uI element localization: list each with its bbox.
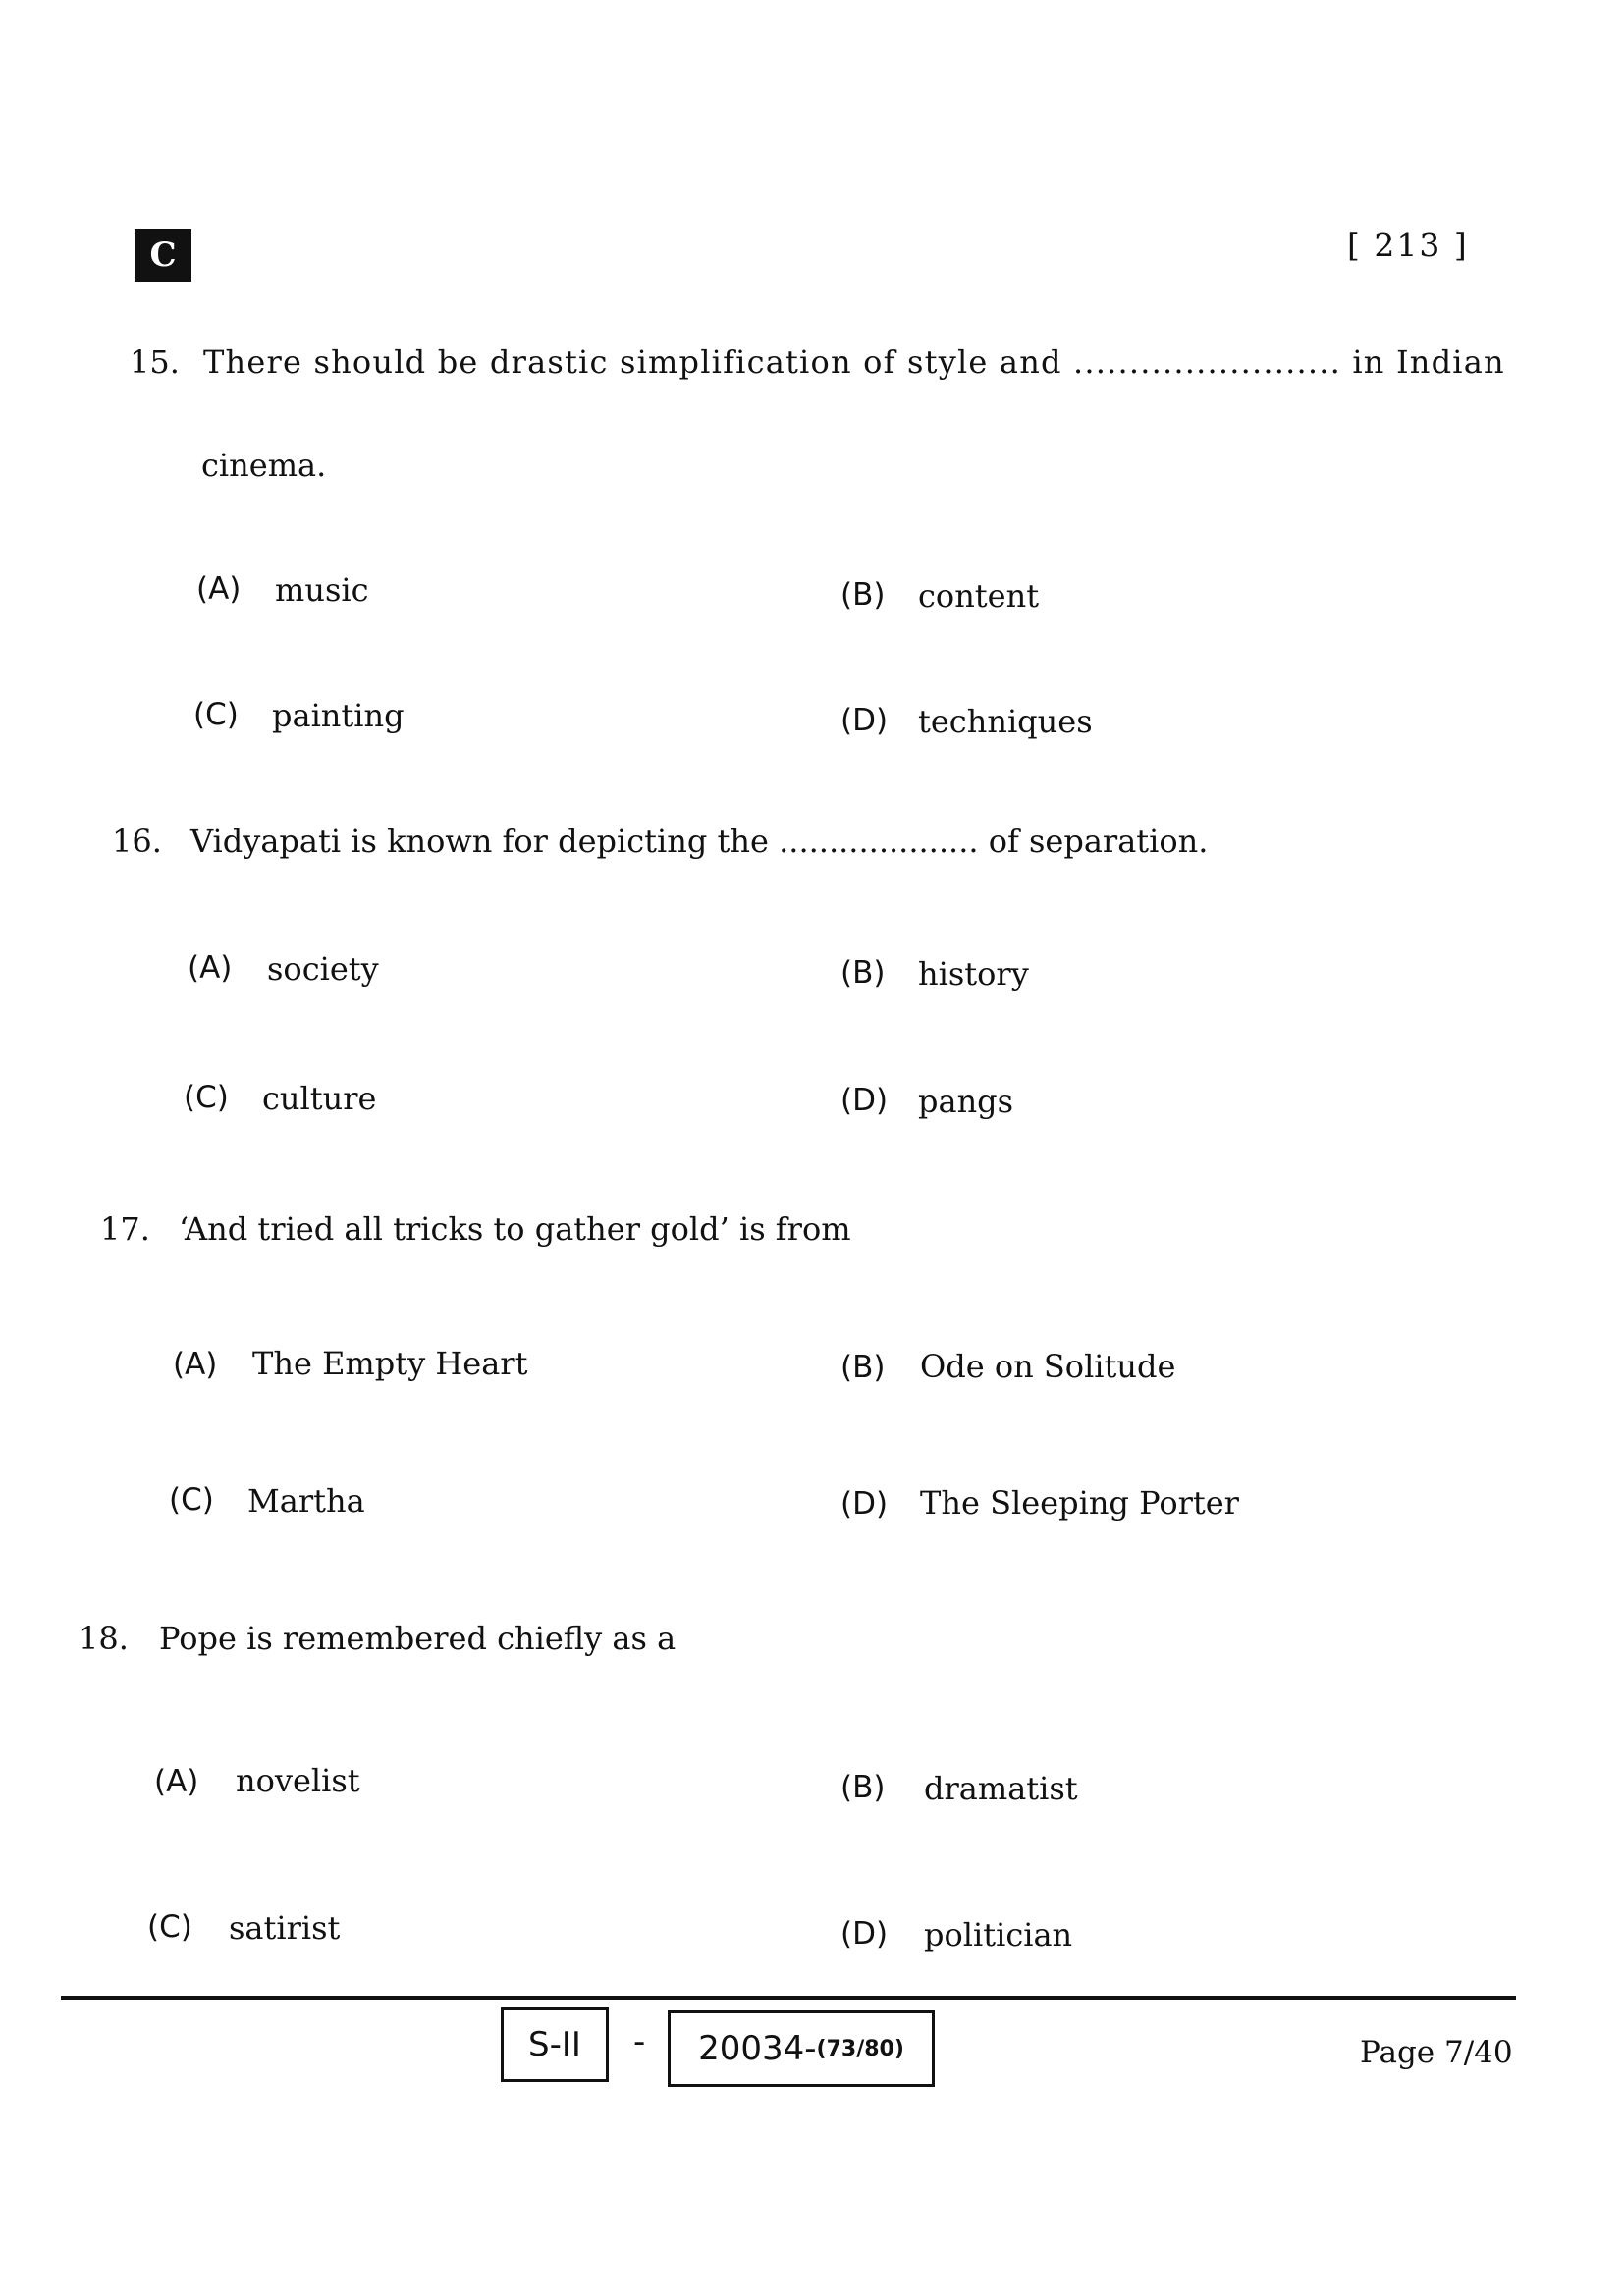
option-label: (D) <box>840 1486 889 1522</box>
option-c[interactable]: painting <box>272 697 405 734</box>
option-b[interactable]: history <box>918 955 1029 992</box>
option-label: (A) <box>154 1764 199 1799</box>
option-b[interactable]: content <box>918 577 1040 614</box>
set-badge: C <box>135 229 191 282</box>
option-c[interactable]: satirist <box>229 1909 341 1947</box>
option-c[interactable]: culture <box>262 1080 377 1117</box>
option-label: (C) <box>193 697 239 732</box>
question-number: 18. <box>79 1620 129 1657</box>
question-number: 17. <box>100 1210 150 1248</box>
paper-code: [ 213 ] <box>1347 226 1469 264</box>
series-box <box>501 2007 609 2082</box>
option-b[interactable]: Ode on Solitude <box>920 1348 1176 1385</box>
option-label: (B) <box>840 1770 886 1805</box>
option-label: (B) <box>840 955 886 990</box>
option-label: (A) <box>196 571 242 607</box>
option-d[interactable]: The Sleeping Porter <box>920 1484 1239 1522</box>
question-number: 15. <box>130 344 180 381</box>
option-c[interactable]: Martha <box>247 1482 365 1520</box>
series-label: S-II <box>528 2025 581 2064</box>
option-d[interactable]: techniques <box>918 703 1093 740</box>
code-suffix: (73/80) <box>816 2036 904 2061</box>
question-text: Pope is remembered chiefly as a <box>159 1620 677 1657</box>
option-label: (C) <box>169 1482 214 1518</box>
question-text: ‘And tried all tricks to gather gold’ is from <box>179 1210 851 1248</box>
option-label: (C) <box>147 1909 192 1945</box>
option-label: (C) <box>184 1080 229 1115</box>
question-text-cont: cinema. <box>201 447 327 484</box>
page-number: Page 7/40 <box>1360 2035 1513 2070</box>
option-a[interactable]: music <box>275 571 369 609</box>
option-label: (D) <box>840 1916 889 1951</box>
option-d[interactable]: politician <box>924 1916 1073 1953</box>
footer-divider <box>61 1996 1516 2000</box>
option-label: (A) <box>188 950 233 986</box>
question-number: 16. <box>112 823 162 860</box>
option-label: (B) <box>840 1350 886 1385</box>
question-text: There should be drastic simplification of style and ........................ in Indian <box>203 344 1505 381</box>
option-a[interactable]: society <box>267 950 379 988</box>
option-label: (A) <box>173 1347 218 1382</box>
option-label: (B) <box>840 577 886 613</box>
option-b[interactable]: dramatist <box>924 1770 1078 1807</box>
option-a[interactable]: The Empty Heart <box>252 1345 528 1382</box>
option-label: (D) <box>840 703 889 738</box>
option-d[interactable]: pangs <box>918 1083 1014 1120</box>
option-a[interactable]: novelist <box>236 1762 360 1799</box>
footer-separator: - <box>633 2022 646 2061</box>
code-label: 20034- <box>698 2029 817 2068</box>
question-text: Vidyapati is known for depicting the .................... of separation. <box>190 823 1209 860</box>
code-box <box>668 2010 935 2087</box>
option-label: (D) <box>840 1083 889 1118</box>
